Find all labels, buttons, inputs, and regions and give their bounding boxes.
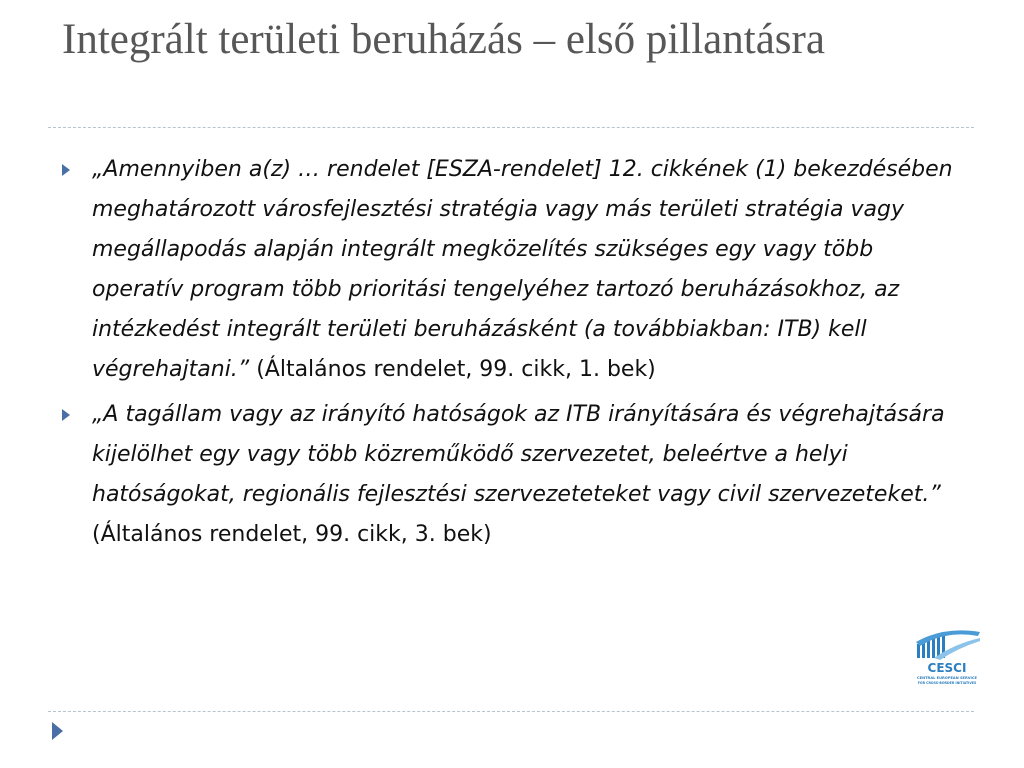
- title-divider: [48, 127, 974, 128]
- next-slide-arrow-icon[interactable]: [52, 722, 63, 740]
- bullet-source: (Általános rendelet, 99. cikk, 1. bek): [256, 357, 656, 382]
- logo-subtitle-1: CENTRAL EUROPEAN SERVICE: [917, 676, 977, 680]
- footer-divider: [48, 711, 974, 712]
- bullet-quote: „Amennyiben a(z) … rendelet [ESZA-rendelet] 12. cikkének (1) bekezdésében meghatározott városfejlesztési stratégia vagy más területi stratégia vagy megállapodás alapján integrált megközelítés szükséges egy vagy több operatív program több prioritási tengelyéhez tartozó beruházásokhoz, az intézkedést integrált területi beruházásként (a továbbiakban: ITB) kell végrehajtani.”: [92, 157, 953, 382]
- slide-title: Integrált területi beruházás – első pillantásra: [62, 16, 825, 63]
- bullet-arrow-icon: [62, 164, 70, 176]
- cesci-logo: [914, 628, 982, 688]
- bullet-quote: „A tagállam vagy az irányító hatóságok az ITB irányítására és végrehajtására kijelölhet egy vagy több közreműködő szervezetet, beleértve a helyi hatóságokat, regionális fejlesztési szervezeteteket vagy civil szervezeteket.”: [92, 402, 945, 507]
- slide-content: [62, 150, 962, 560]
- bullet-arrow-icon: [62, 409, 70, 421]
- logo-subtitle-2: FOR CROSS-BORDER INITIATIVES: [917, 681, 977, 685]
- bullet-item: [62, 395, 962, 555]
- bullet-item: [62, 150, 962, 390]
- logo-name: CESCI: [927, 661, 967, 675]
- bullet-source: (Általános rendelet, 99. cikk, 3. bek): [92, 522, 492, 547]
